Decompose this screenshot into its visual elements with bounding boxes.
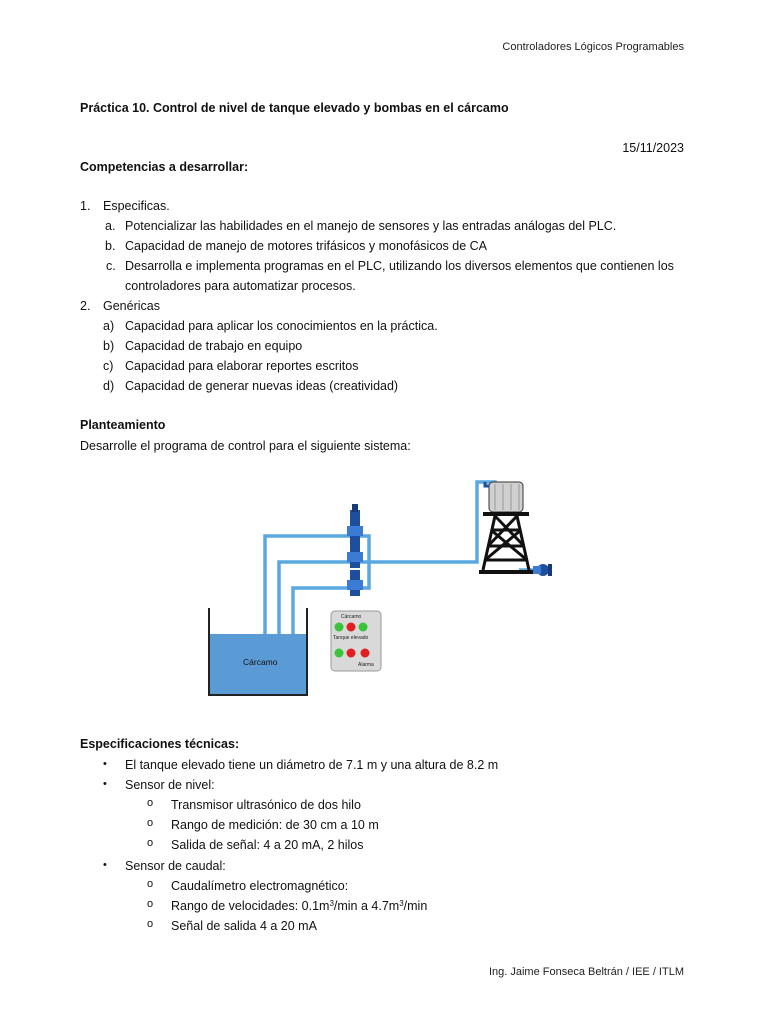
list-item: Rango de velocidades: $0.1m^3/\min$ a $4.7m^3/\min$	[171, 899, 428, 913]
alarm-light	[361, 649, 370, 658]
list-item: Rango de medición: de 30 cm a 10 m	[171, 818, 379, 832]
bullet-icon: •	[103, 778, 107, 790]
list-marker: c.	[106, 259, 116, 273]
list-number-1: 1.	[80, 199, 91, 213]
list-item: Capacidad de manejo de motores trifásicos y monofásicos de CA	[125, 239, 487, 253]
list-marker: d)	[103, 379, 115, 393]
spec-sensor-nivel: Sensor de nivel:	[125, 778, 215, 792]
bullet-icon: •	[103, 859, 107, 871]
list-item: Caudalímetro electromagnético:	[171, 879, 349, 893]
indicator-light	[335, 649, 344, 658]
list-marker: a)	[103, 319, 115, 333]
list-item: Capacidad de trabajo en equipo	[125, 339, 303, 353]
panel-label: Tanque elevado	[333, 635, 369, 641]
page-header: Controladores Lógicos Programables	[502, 41, 684, 53]
system-diagram-svg	[207, 474, 552, 696]
especificas-label: Especificas.	[103, 199, 170, 213]
spec-sensor-caudal: Sensor de caudal:	[125, 859, 226, 873]
sub-bullet-icon: o	[147, 837, 154, 849]
indicator-light	[335, 623, 344, 632]
list-marker: a.	[105, 219, 116, 233]
list-marker: b)	[103, 339, 115, 353]
sump-label: Cárcamo	[243, 657, 278, 667]
planteamiento-heading: Planteamiento	[80, 418, 166, 432]
sub-bullet-icon: o	[147, 898, 154, 910]
system-diagram	[207, 474, 552, 696]
list-marker: c)	[103, 359, 114, 373]
list-marker: b.	[105, 239, 116, 253]
bullet-icon: •	[103, 758, 107, 770]
spec-tanque: El tanque elevado tiene un diámetro de 7.1 m y una altura de 8.2 m	[125, 758, 499, 772]
list-item: Transmisor ultrasónico de dos hilo	[171, 798, 361, 812]
list-item: Desarrolla e implementa programas en el PLC, utilizando los diversos elementos que contienen los	[125, 259, 674, 273]
panel-label: Alarma	[358, 662, 374, 668]
panel-label: Cárcamo	[341, 614, 362, 620]
list-item: Capacidad para aplicar los conocimientos en la práctica.	[125, 319, 438, 333]
indicator-light	[347, 623, 356, 632]
list-item-continuation: controladores para automatizar procesos.	[125, 279, 356, 293]
page-footer: Ing. Jaime Fonseca Beltrán / IEE / ITLM	[488, 966, 684, 978]
list-number-2: 2.	[80, 299, 91, 313]
sub-bullet-icon: o	[147, 797, 154, 809]
sub-bullet-icon: o	[147, 878, 154, 890]
indicator-light	[347, 649, 356, 658]
indicator-light	[359, 623, 368, 632]
list-item: Salida de señal: 4 a 20 mA, 2 hilos	[171, 838, 364, 852]
sub-bullet-icon: o	[147, 817, 154, 829]
planteamiento-text: Desarrolle el programa de control para el siguiente sistema:	[80, 439, 411, 453]
control-panel	[331, 611, 381, 671]
genericas-label: Genéricas	[103, 299, 160, 313]
sub-bullet-icon: o	[147, 918, 154, 930]
competencias-heading: Competencias a desarrollar:	[80, 160, 249, 174]
document-date: 15/11/2023	[622, 141, 684, 155]
practice-title: Práctica 10. Control de nivel de tanque elevado y bombas en el cárcamo	[80, 101, 509, 115]
list-item: Señal de salida 4 a 20 mA	[171, 919, 317, 933]
especificaciones-heading: Especificaciones técnicas:	[80, 737, 240, 751]
list-item: Potencializar las habilidades en el manejo de sensores y las entradas análogas del PLC.	[125, 219, 617, 233]
list-item: Capacidad de generar nuevas ideas (creatividad)	[125, 379, 399, 393]
list-item: Capacidad para elaborar reportes escritos	[125, 359, 359, 373]
